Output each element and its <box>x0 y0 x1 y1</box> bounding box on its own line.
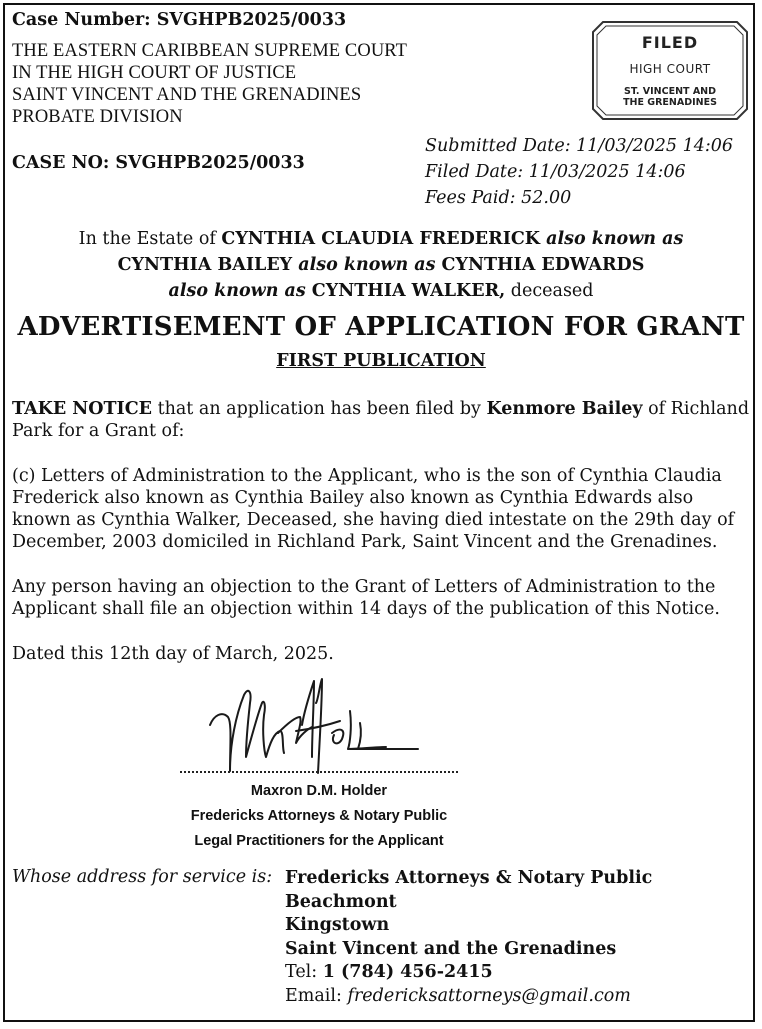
signatory-role: Legal Practitioners for the Applicant <box>194 833 444 849</box>
service-address-line: Kingstown <box>285 915 390 935</box>
stamp-location <box>591 86 749 108</box>
service-address-label: Whose address for service is: <box>12 867 273 887</box>
aka-label: also known as <box>540 229 684 249</box>
court-line: THE EASTERN CARIBBEAN SUPREME COURT <box>12 41 408 61</box>
stamp-location-line: ST. VINCENT AND <box>623 86 717 97</box>
service-address <box>285 867 652 1008</box>
paragraph-text: that an application has been filed by <box>152 399 487 419</box>
take-notice-paragraph <box>12 398 752 442</box>
tel-number: 1 (784) 456-2415 <box>322 962 493 982</box>
estate-prefix: In the Estate of <box>78 229 222 249</box>
filed-date: Filed Date: 11/03/2025 14:06 <box>425 162 686 182</box>
service-email <box>285 985 652 1009</box>
aka-label: also known as <box>168 281 312 301</box>
notice-title: ADVERTISEMENT OF APPLICATION FOR GRANT <box>17 312 745 342</box>
filing-dates <box>425 133 733 211</box>
dated-line: Dated this 12th day of March, 2025. <box>12 644 334 664</box>
service-address-line: Beachmont <box>285 891 397 912</box>
take-notice-label: TAKE NOTICE <box>12 399 152 419</box>
aka-label: also known as <box>292 255 442 275</box>
filed-stamp <box>591 20 749 121</box>
deceased-name: CYNTHIA CLAUDIA FREDERICK <box>221 229 541 249</box>
court-heading <box>12 40 407 128</box>
objection-paragraph: Any person having an objection to the Grant of Letters of Administration to the Applicant shall file an objection within 14 days of the publication of this Notice. <box>12 577 720 619</box>
fees-paid: Fees Paid: 52.00 <box>425 188 572 208</box>
court-line: SAINT VINCENT AND THE GRENADINES <box>12 85 362 105</box>
deceased-suffix: deceased <box>505 281 594 301</box>
case-number-top: Case Number: SVGHPB2025/0033 <box>12 10 347 30</box>
deceased-alias: CYNTHIA EDWARDS <box>441 255 645 275</box>
court-line: PROBATE DIVISION <box>12 107 183 127</box>
email-address: fredericksattorneys@gmail.com <box>347 985 631 1006</box>
paragraph-text: of Richland Park for a Grant of: <box>12 399 750 441</box>
signature-line <box>180 771 458 773</box>
stamp-location-line: THE GRENADINES <box>623 97 717 108</box>
stamp-filed: FILED <box>641 33 699 52</box>
service-address-line: Saint Vincent and the Grenadines <box>285 938 617 959</box>
publication-subtitle: FIRST PUBLICATION <box>276 351 486 371</box>
service-tel <box>285 961 652 985</box>
grant-paragraph: (c) Letters of Administration to the Applicant, who is the son of Cynthia Claudia Frederick also known as Cynthia Bailey also known as Cynthia Edwards also known as Cynthia Walker, Deceased, she having died intestate on the 29th day of December, 2003 domiciled in Richland Park, Saint Vincent and the Grenadines. <box>12 466 735 552</box>
tel-label: Tel: <box>285 962 323 982</box>
deceased-alias: CYNTHIA BAILEY <box>117 255 293 275</box>
service-firm: Fredericks Attorneys & Notary Public <box>285 868 653 888</box>
email-label: Email: <box>285 985 348 1006</box>
applicant-name: Kenmore Bailey <box>486 399 643 419</box>
case-no: CASE NO: SVGHPB2025/0033 <box>12 153 305 173</box>
court-line: IN THE HIGH COURT OF JUSTICE <box>12 63 297 83</box>
signatory-firm: Fredericks Attorneys & Notary Public <box>190 808 448 824</box>
deceased-alias: CYNTHIA WALKER, <box>311 281 506 301</box>
signatory-name: Maxron D.M. Holder <box>250 783 388 799</box>
stamp-high-court: HIGH COURT <box>629 62 711 76</box>
submitted-date: Submitted Date: 11/03/2025 14:06 <box>425 136 734 156</box>
estate-heading <box>0 226 762 304</box>
